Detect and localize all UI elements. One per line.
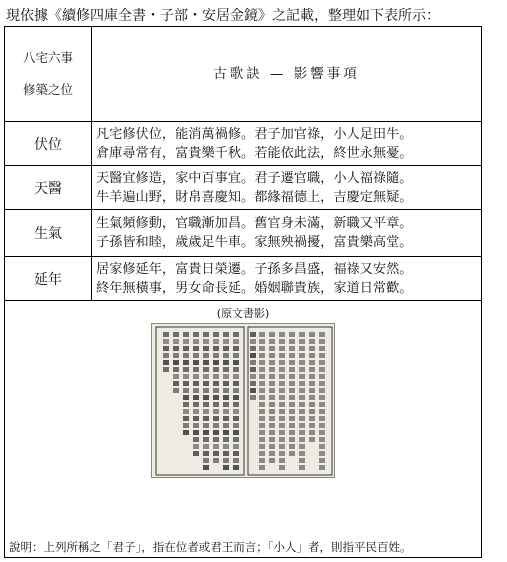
verse-cell xyxy=(92,257,481,300)
position-cell: 延年 xyxy=(5,257,92,300)
original-book-scan xyxy=(151,323,335,478)
header-col1 xyxy=(5,27,92,121)
verse-line: 天醫宜修造，家中百事宜。君子遷官職，小人福祿隨。 xyxy=(96,171,413,186)
verse-line: 凡宅修伏位，能消萬禍修。君子加官祿，小人足田牛。 xyxy=(96,127,413,142)
position-cell: 天醫 xyxy=(5,166,92,209)
verse-line: 倉庫尋常有，富貴樂千秋。若能依此法，終世永無憂。 xyxy=(96,146,413,161)
table-row xyxy=(5,166,481,210)
verse-line: 生氣頻修動，官職漸加昌。舊官身未滿，新職又平章。 xyxy=(96,216,413,231)
header-col1-line1: 八宅六事 xyxy=(22,50,73,65)
verse-cell xyxy=(92,210,481,256)
verse-line: 居家修延年，富貴日榮遷。子孫多昌盛，福祿又安然。 xyxy=(96,262,413,277)
table xyxy=(4,26,482,558)
verse-line: 子孫皆和睦，歲歲足牛車。家無殃禍擾，富貴樂高堂。 xyxy=(96,235,413,250)
position-cell: 生氣 xyxy=(5,210,92,256)
verse-cell xyxy=(92,166,481,209)
header-col1-line2: 修築之位 xyxy=(22,82,73,97)
intro-text: 現依據《續修四庫全書・子部・安居金鏡》之記載，整理如下表所示： xyxy=(6,8,440,24)
table-row xyxy=(5,210,481,257)
book-scan-graphic xyxy=(152,324,336,479)
table-row xyxy=(5,122,481,166)
header-col2: 古歌訣 — 影響事項 xyxy=(213,65,360,82)
image-caption: (原文書影) xyxy=(216,307,270,320)
table-header-row xyxy=(5,27,481,122)
verse-cell xyxy=(92,122,481,165)
verse-line: 牛羊遍山野，財帛喜慶知。都緣福德上，吉慶定無疑。 xyxy=(96,190,413,205)
position-cell: 伏位 xyxy=(5,122,92,165)
explanatory-note: 說明：上列所稱之「君子」，指在位者或君王而言；「小人」者，則指平民百姓。 xyxy=(9,540,412,554)
table-row xyxy=(5,257,481,301)
image-cell xyxy=(5,301,481,557)
verse-line: 終年無橫事，男女命長延。婚姻聯貴族，家道日常歡。 xyxy=(96,281,413,296)
